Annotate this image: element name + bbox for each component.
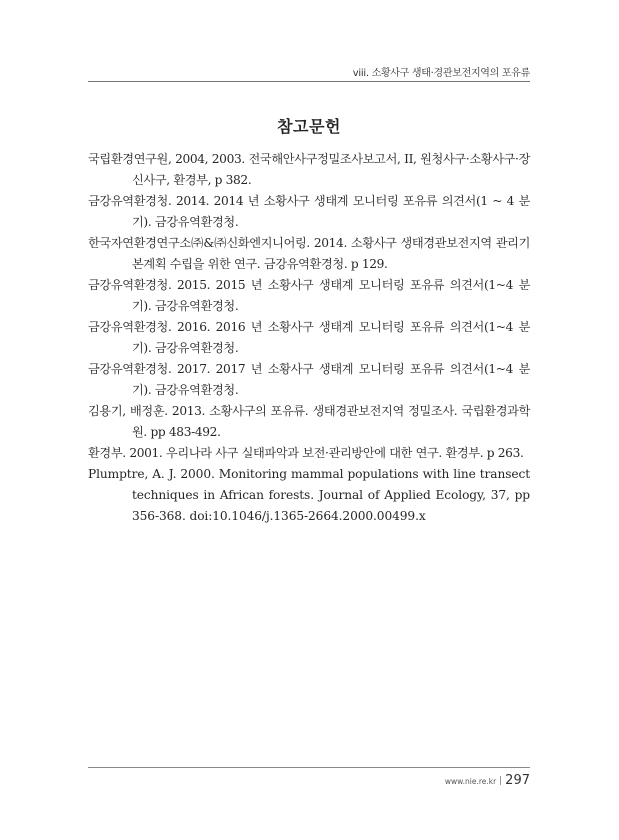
reference-entry: 금강유역환경청. 2017. 2017 년 소황사구 생태계 모니터링 포유류 의견서(1~4 분기). 금강유역환경청. [88,362,530,397]
reference-entry: 금강유역환경청. 2014. 2014 년 소황사구 생태계 모니터링 포유류 의견서(1 ~ 4 분기). 금강유역환경청. [88,194,530,229]
footer-divider [88,767,530,768]
reference-entry: 환경부. 2001. 우리나라 사구 실태파악과 보전·관리방안에 대한 연구. 환경부. p 263. [88,446,524,460]
running-header: viii. 소황사구 생태·경관보전지역의 포유류 [352,68,530,79]
reference-entry: 김용기, 배정훈. 2013. 소황사구의 포유류. 생태경관보전지역 정밀조사. 국립환경과학원. pp 483-492. [88,404,530,439]
header-divider [88,81,530,82]
footer-website: www.nie.re.kr [444,777,497,786]
reference-list [88,149,530,527]
reference-entry: 한국자연환경연구소㈜&㈜신화엔지니어링. 2014. 소황사구 생태경관보전지역 관리기본계획 수립을 위한 연구. 금강유역환경청. p 129. [88,236,530,271]
section-title: 참고문헌 [277,117,341,136]
page-number: 297 [505,773,530,788]
reference-entry: 국립환경연구원, 2004, 2003. 전국해안사구정밀조사보고서, II, 원청사구·소황사구·장신사구, 환경부, p 382. [88,152,530,187]
reference-entry: 금강유역환경청. 2016. 2016 년 소황사구 생태계 모니터링 포유류 의견서(1~4 분기). 금강유역환경청. [88,320,530,355]
reference-entry: 금강유역환경청. 2015. 2015 년 소황사구 생태계 모니터링 포유류 의견서(1~4 분기). 금강유역환경청. [88,278,530,313]
reference-entry: Plumptre, A. J. 2000. Monitoring mammal populations with line transect techniques in African forests. Journal of Applied Ecology, 37, pp 356-368. doi:10.1046/j.1365-2664.2000.00499.x [88,467,530,523]
page-footer [445,773,530,788]
footer-separator [500,776,501,785]
